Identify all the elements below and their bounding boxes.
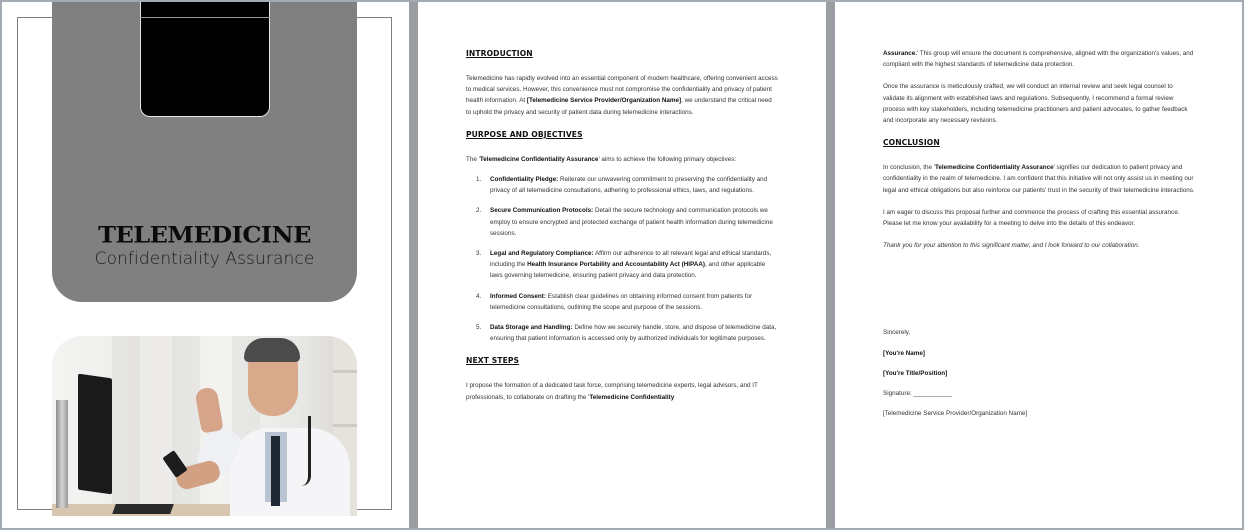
objectives-list bbox=[466, 174, 778, 344]
purpose-intro: The 'Telemedicine Confidentiality Assurance' aims to achieve the following primary objectives: bbox=[466, 155, 737, 163]
document-viewport[interactable] bbox=[2, 2, 1242, 528]
objective-item: 1. Confidentiality Pledge: Reiterate our unwavering commitment to preserving the confidentiality and privacy of all telemedicine consultations, adhering to professional ethics, laws, and regulations. bbox=[476, 176, 768, 195]
photo-doctor-tie bbox=[271, 436, 280, 506]
document-page-3 bbox=[835, 2, 1242, 528]
photo-monitor bbox=[78, 374, 112, 495]
photo-shelf-board bbox=[333, 424, 357, 427]
conclusion-paragraph: In conclusion, the 'Telemedicine Confidentiality Assurance' signifies our dedication to patient privacy and confidentiality in the realm of telemedicine. I am confident that this initiative will not only assist us in meeting our legal and ethical obligations but also reinforce our patients' trust in the security of their telemedicine interactions. bbox=[883, 164, 1195, 194]
photo-shelf-board bbox=[333, 370, 357, 373]
objective-item: 5. Data Storage and Handling: Define how we securely handle, store, and dispose of telemedicine data, ensuring that patient information is accessed only by authorized individuals for legitimate purposes. bbox=[476, 324, 777, 343]
next-steps-paragraph: I propose the formation of a dedicated task force, comprising telemedicine experts, legal advisors, and IT professionals, to collaborate on drafting the 'Telemedicine Confidentiality bbox=[466, 382, 758, 401]
objective-item: 2. Secure Communication Protocols: Detail the secure technology and communication protocols we employ to ensure encrypted and protected exchange of patient health information during telemedicine sessions. bbox=[476, 207, 773, 237]
photo-curtain-fold bbox=[112, 336, 140, 516]
thank-you-line: Thank you for your attention to this significant matter, and I look forward to our collaboration. bbox=[883, 242, 1140, 250]
document-page-2 bbox=[418, 2, 826, 528]
photo-doctor-hair bbox=[244, 338, 300, 362]
page-3-content bbox=[883, 48, 1195, 419]
heading-introduction: INTRODUCTION bbox=[466, 49, 533, 58]
page-2-content bbox=[466, 48, 778, 403]
organization-placeholder[interactable]: [Telemedicine Service Provider/Organization Name] bbox=[883, 410, 1028, 418]
cover-photo-doctor[interactable] bbox=[52, 336, 357, 516]
signer-name-placeholder[interactable]: [You're Name] bbox=[883, 349, 925, 357]
photo-keyboard bbox=[112, 504, 174, 514]
meeting-request-paragraph: I am eager to discuss this proposal further and commence the process of crafting this essential assurance. Please let me know your availability for a meeting to delve into the details of this endeavor. bbox=[883, 208, 1180, 228]
heading-purpose-objectives: PURPOSE AND OBJECTIVES bbox=[466, 129, 583, 139]
heading-conclusion: CONCLUSION bbox=[883, 138, 940, 148]
cover-page bbox=[2, 2, 409, 528]
introduction-paragraph: Telemedicine has rapidly evolved into an essential component of modern healthcare, offering convenient access to medical services. However, this convenience must not compromise the confidentiality and privacy of patient health information. At [Telemedicine Service Provider/Organization Name], we understand the critical need to uphold the privacy and security of patient data during telemedicine interactions. bbox=[466, 75, 778, 116]
photo-monitor-stand bbox=[56, 400, 68, 508]
heading-next-steps: NEXT STEPS bbox=[466, 356, 520, 366]
cover-subtitle: Confidentiality Assurance bbox=[94, 249, 315, 269]
closing-salutation: Sincerely, bbox=[883, 329, 911, 337]
photo-stethoscope bbox=[290, 416, 311, 486]
objective-item: 4. Informed Consent: Establish clear guidelines on obtaining informed consent from patients for telemedicine consultations, outlining the scope and purpose of the sessions. bbox=[476, 292, 753, 311]
next-steps-continued: Assurance.' This group will ensure the document is comprehensive, aligned with the organization's values, and compliant with the highest standards of telemedicine data protection. bbox=[883, 50, 1194, 69]
logo-box-divider bbox=[140, 17, 270, 18]
cover-title: TELEMEDICINE bbox=[98, 220, 311, 249]
objective-item: 3. Legal and Regulatory Compliance: Affirm our adherence to all relevant legal and ethical standards, including the Health Insurance Portability and Accountability Act (HIPAA), and other applicable laws governing telemedicine, ensuring patient privacy and data protection. bbox=[476, 250, 772, 280]
signer-title-placeholder[interactable]: [You're Title/Position] bbox=[883, 369, 948, 377]
review-paragraph: Once the assurance is meticulously crafted, we will conduct an internal review and seek legal counsel to validate its alignment with established laws and regulations. Subsequently, I recommend a formal review process with key stakeholders, including telemedicine practitioners and patient advocates, to gather feedback and incorporate any necessary revisions. bbox=[883, 83, 1188, 125]
logo-placeholder-box[interactable] bbox=[140, 2, 270, 117]
signature-line[interactable]: Signature: ___________ bbox=[883, 390, 952, 398]
